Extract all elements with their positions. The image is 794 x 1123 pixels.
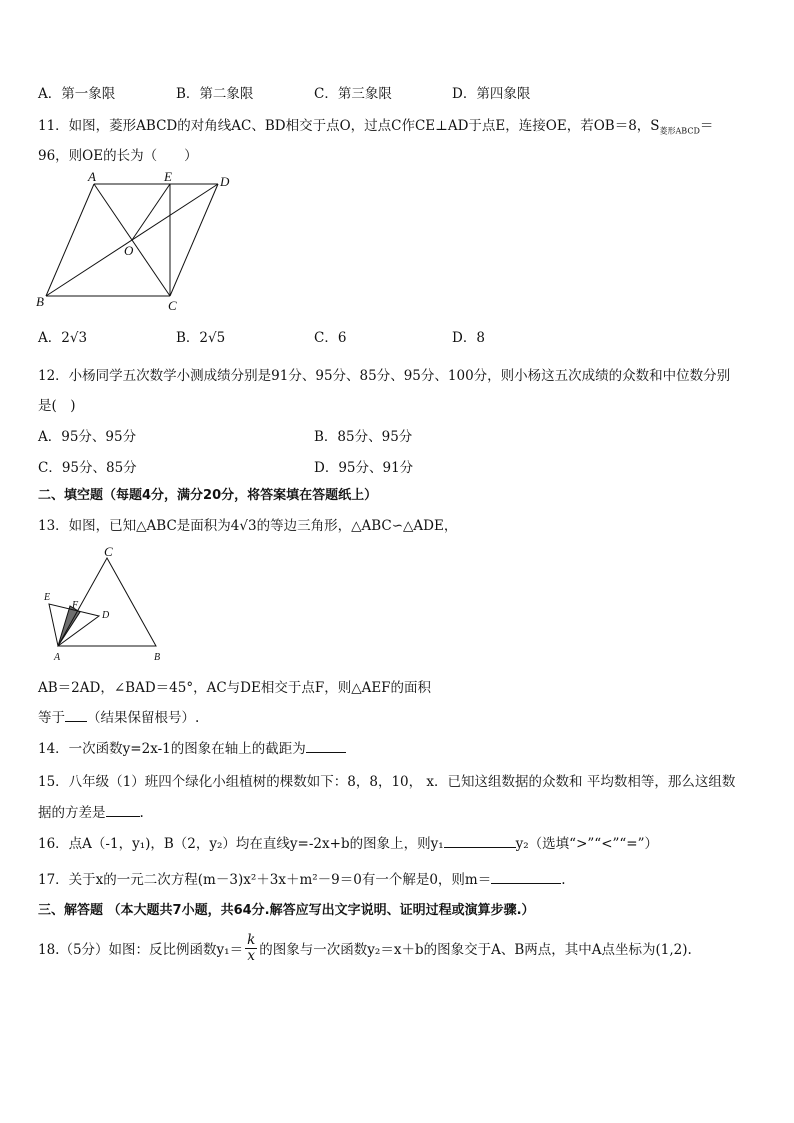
q16-hint: y₂（选填“>”“<”“=”） <box>515 836 659 852</box>
q18-text-start: 18.（5分）如图：反比例函数y₁＝ <box>38 942 244 958</box>
label-e: E <box>44 592 51 603</box>
q10-option-b: B．第二象限 <box>176 86 254 102</box>
label-c: C <box>104 546 113 559</box>
q11-option-a: A．2√3 <box>38 330 88 346</box>
q13-triangle-figure <box>36 546 176 666</box>
q12-stem-line2: 是( ) <box>38 398 76 414</box>
q17-stem <box>38 868 566 888</box>
q11-option-b: B．2√5 <box>176 330 226 346</box>
q11-text: 11．如图，菱形ABCD的对角线AC、BD相交于点O，过点C作CE⊥AD于点E，连接OE，若OB＝8，S <box>38 118 660 134</box>
q11-rhombus-figure <box>30 168 240 316</box>
q12-option-d: D．95分、91分 <box>314 460 414 476</box>
q14-answer-blank[interactable] <box>306 740 346 753</box>
q13-note: （结果保留根号）. <box>87 710 200 726</box>
label-b: B <box>36 294 44 309</box>
section-solution-heading: 三、解答题 （本大题共7小题，共64分.解答应写出文字说明、证明过程或演算步骤.） <box>38 903 535 918</box>
q11-option-d: D．8 <box>452 330 485 346</box>
label-a: A <box>54 652 61 663</box>
q11-stem-line2: 96，则OE的长为（ ） <box>38 148 198 164</box>
q11-stem-line1 <box>38 114 713 137</box>
label-d: D <box>102 610 110 621</box>
section-fill-in-heading: 二、填空题（每题4分，满分20分，将答案填在答题纸上） <box>38 488 378 503</box>
q10-option-d: D．第四象限 <box>452 86 531 102</box>
q18-text-end: 的图象与一次函数y₂＝x＋b的图象交于A、B两点，其中A点坐标为(1,2). <box>259 942 692 958</box>
q15-answer-blank[interactable] <box>106 804 140 817</box>
label-c: C <box>168 298 177 313</box>
q16-answer-blank[interactable] <box>444 835 516 848</box>
q15-stem-line2 <box>38 801 144 821</box>
segment-oe <box>132 184 170 240</box>
q13-stem-line1: 13．如图，已知△ABC是面积为4√3的等边三角形，△ABC∽△ADE， <box>38 518 458 534</box>
q14-text: 14．一次函数y=2x-1的图象在轴上的截距为 <box>38 741 306 757</box>
q13-stem-line3 <box>38 706 199 726</box>
edge-ab <box>46 184 94 296</box>
q12-option-c: C．95分、85分 <box>38 460 137 476</box>
q12-option-a: A．95分、95分 <box>38 429 137 445</box>
label-f: F <box>72 600 79 611</box>
q18-fraction <box>245 933 257 964</box>
label-o: O <box>124 243 134 258</box>
q13-equals-text: 等于 <box>38 710 65 726</box>
q10-option-a: A．第一象限 <box>38 86 116 102</box>
q17-answer-blank[interactable] <box>491 871 561 884</box>
q15-period: . <box>139 805 144 821</box>
q11-equals: ＝ <box>699 118 714 134</box>
q11-area-subscript: 菱形ABCD <box>659 126 700 136</box>
label-b: B <box>154 652 161 663</box>
q12-stem-line1: 12．小杨同学五次数学小测成绩分别是91分、95分、85分、95分、100分，则小杨这五次成绩的众数和中位数分别 <box>38 368 731 384</box>
q18-stem <box>38 930 692 966</box>
q11-option-c: C．6 <box>314 330 347 346</box>
label-e: E <box>164 169 172 184</box>
q13-stem-line2: AB＝2AD，∠BAD＝45°，AC与DE相交于点F，则△AEF的面积 <box>38 680 432 696</box>
q16-stem <box>38 832 658 852</box>
q18-fraction-numerator: k <box>247 931 256 948</box>
q15-text: 据的方差是 <box>38 805 106 821</box>
q18-fraction-denominator: x <box>247 947 256 964</box>
q13-answer-blank[interactable] <box>65 709 87 722</box>
q12-option-b: B．85分、95分 <box>314 429 413 445</box>
q15-stem-line1: 15．八年级（1）班四个绿化小组植树的棵数如下：8，8，10， x．已知这组数据的众数和 平均数相等，那么这组数 <box>38 774 736 790</box>
q10-option-c: C．第三象限 <box>314 86 392 102</box>
edge-dc <box>170 184 218 296</box>
q17-text: 17．关于x的一元二次方程(m－3)x²＋3x＋m²－9＝0有一个解是0，则m＝ <box>38 872 492 888</box>
q17-period: . <box>561 872 566 888</box>
label-a: A <box>88 169 96 184</box>
label-d: D <box>220 174 230 189</box>
q14-stem <box>38 737 346 757</box>
q16-text: 16．点A（-1，y₁)，B（2，y₂）均在直线y=-2x+b的图象上，则y₁ <box>38 836 444 852</box>
